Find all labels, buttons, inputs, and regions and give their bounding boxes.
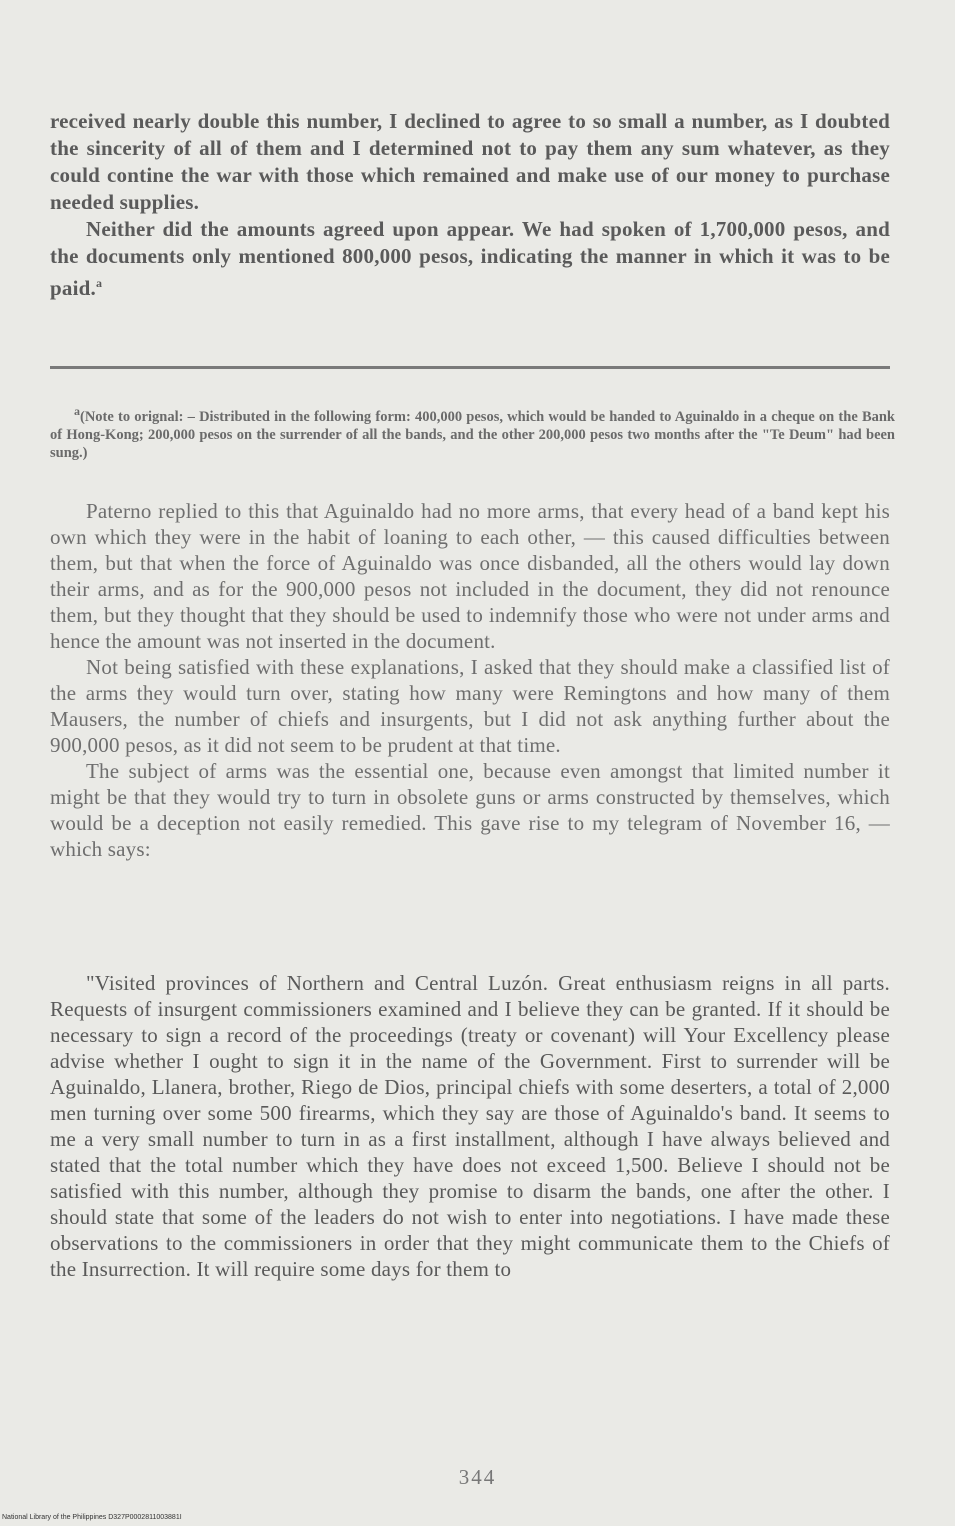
paragraph-5: The subject of arms was the essential one, because even amongst that limited number it might be that they would try to turn in obsolete guns or arms constructed by themselves, which would be a deception not easily remedied. This gave rise to my telegram of November 16, — which says: xyxy=(50,759,890,861)
archive-credit: National Library of the Philippines D327P0002811003881I xyxy=(2,1514,182,1521)
footnote-divider xyxy=(50,366,890,369)
paragraph-3: Paterno replied to this that Aguinaldo had no more arms, that every head of a band kept his own which they were in the habit of loaning to each other, — this caused difficulties between them, but that when the force of Aguinaldo was once disbanded, all the others would lay down their arms, and as for the 900,000 pesos not included in the document, they did not renounce them, but they thought that they should be used to indemnify those who were not under arms and hence the amount was not inserted in the document. xyxy=(50,499,890,653)
paragraph-2 xyxy=(50,216,890,302)
quote-text: "Visited provinces of Northern and Central Luzón. Great enthusiasm reigns in all parts. Requests of insurgent commissioners examined and I believe they can be granted. If it should be necessary to sign a record of the proceedings (treaty or covenant) will Your Excellency please advise whether I ought to sign it in the name of the Government. First to surrender will be Aguinaldo, Llanera, brother, Riego de Dios, principal chiefs with some deserters, a total of 2,000 men turning over some 500 firearms, which they say are those of Aguinaldo's band. It seems to me a very small number to turn in as a first installment, although I have always believed and stated that the total number which they have does not exceed 1,500. Believe I should not be satisfied with this number, although they promise to disarm the bands, one after the other. I should state that some of the leaders do not wish to enter into negotiations. I have made these observations to the commissioners in order that they might communicate them to the Chiefs of the Insurrection. It will require some days for them to xyxy=(50,971,890,1281)
paragraph-2-text: Neither did the amounts agreed upon appear. We had spoken of 1,700,000 pesos, and the documents only mentioned 800,000 pesos, indicating the manner in which it was to be paid. xyxy=(50,217,890,300)
footnote xyxy=(50,402,895,462)
paragraph-1: received nearly double this number, I declined to agree to so small a number, as I doubted the sincerity of all of them and I determined not to pay them any sum whatever, as they could contine the war with those which remained and make use of our money to purchase needed supplies. xyxy=(50,109,890,214)
paragraph-4: Not being satisfied with these explanations, I asked that they should make a classified list of the arms they would turn over, stating how many were Remingtons and how many of them Mausers, the number of chiefs and insurgents, but I did not ask anything further about the 900,000 pesos, as it did not seem to be prudent at that time. xyxy=(50,655,890,757)
footnote-marker: a xyxy=(74,404,80,418)
body-section xyxy=(50,498,890,862)
page-number: 344 xyxy=(458,1465,497,1489)
footnote-ref-marker: a xyxy=(95,276,103,290)
footnote-text: (Note to orignal: – Distributed in the following form: 400,000 pesos, which would be handed to Aguinaldo in a cheque on the Bank of Hong-Kong; 200,000 pesos on the surrender of all the bands, and the other 200,000 pesos two months after the "Te Deum" had been sung.) xyxy=(50,408,895,461)
top-section xyxy=(50,108,890,302)
telegram-quote xyxy=(50,970,890,1282)
